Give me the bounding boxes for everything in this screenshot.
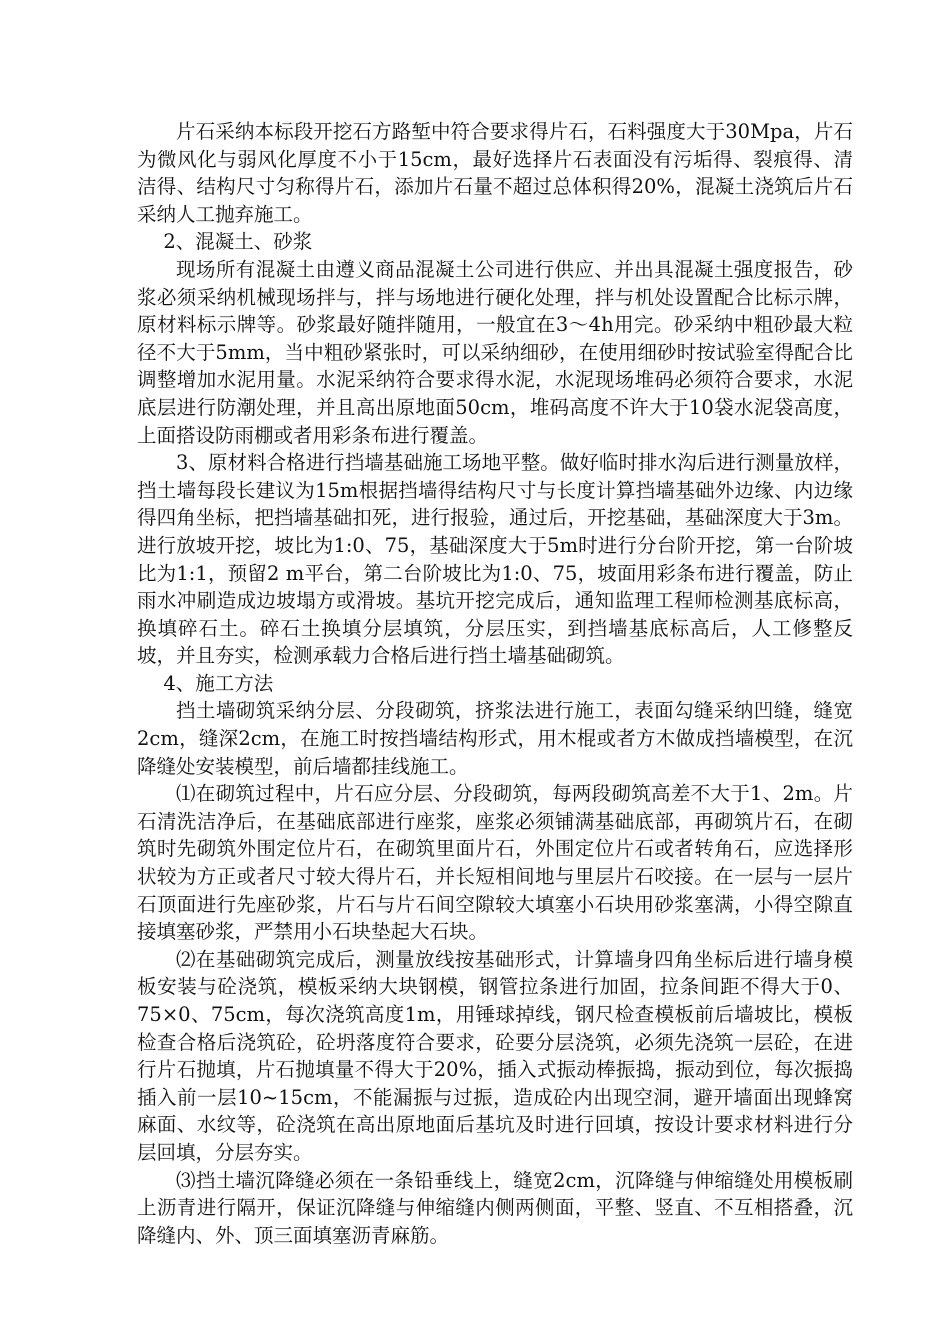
paragraph-construction-method: 挡土墙砌筑采纳分层、分段砌筑，挤浆法进行施工，表面勾缝采纳凹缝，缝宽2cm，缝深2cm，在施工时按挡墙结构形式，用木棍或者方木做成挡墙模型，在沉降缝处安装模型，前后墙都挂线施工。 — [137, 699, 853, 778]
document-body — [137, 118, 853, 1249]
paragraph-foundation-works: 3、原材料合格进行挡墙基础施工场地平整。做好临时排水沟后进行测量放样，挡土墙每段长建议为15m根据挡墙得结构尺寸与长度计算挡墙基础外边缘、内边缘得四角坐标，把挡墙基础扣死，进行报验，通过后，开挖基础，基础深度大于3m。进行放坡开挖，坡比为1:0、75，基础深度大于5m时进行分台阶开挖，第一台阶坡比为1:1，预留2 m平台，第二台阶坡比为1:0、75，坡面用彩条布进行覆盖，防止雨水冲刷造成边坡塌方或滑坡。基坑开挖完成后，通知监理工程师检测基底标高，换填碎石土。碎石土换填分层填筑，分层压实，到挡墙基底标高后，人工修整反坡，并且夯实，检测承载力合格后进行挡土墙基础砌筑。 — [137, 451, 853, 668]
paragraph-rubble-stone: 片石采纳本标段开挖石方路堑中符合要求得片石，石料强度大于30Mpa，片石为微风化与弱风化厚度不小于15cm，最好选择片石表面没有污垢得、裂痕得、清洁得、结构尺寸匀称得片石，添加片石量不超过总体积得20%，混凝土浇筑后片石采纳人工抛弃施工。 — [137, 120, 853, 226]
paragraph-step-3-settlement-joint: ⑶挡土墙沉降缝必须在一条铅垂线上，缝宽2cm，沉降缝与伸缩缝处用模板刷上沥青进行隔开，保证沉降缝与伸缩缝内侧两侧面，平整、竖直、不互相搭叠，沉降缝内、外、顶三面填塞沥青麻筋。 — [137, 1168, 853, 1247]
paragraph-step-1-masonry: ⑴在砌筑过程中，片石应分层、分段砌筑，每两段砌筑高差不大于1、2m。片石清洗洁净后，在基础底部进行座浆，座浆必须铺满基础底部，再砌筑片石，在砌筑时先砌筑外围定位片石，在砌筑里面片石，外围定位片石或者转角石，应选择形状较为方正或者尺寸较大得片石，并长短相间地与里层片石咬接。在一层与一层片石顶面进行先座砂浆，片石与片石间空隙较大填塞小石块用砂浆塞满，小得空隙直接填塞砂浆，严禁用小石块垫起大石块。 — [137, 782, 853, 944]
heading-concrete-mortar: 2、混凝土、砂浆 — [163, 230, 313, 254]
paragraph-step-2-formwork: ⑵在基础砌筑完成后，测量放线按基础形式，计算墙身四角坐标后进行墙身模板安装与砼浇筑，模板采纳大块钢模，钢管拉条进行加固，拉条间距不得大于0、75×0、75cm，每次浇筑高度1m，用锤球掉线，钢尺检查模板前后墙坡比，模板检查合格后浇筑砼，砼坍落度符合要求，砼要分层浇筑，必须先浇筑一层砼，在进行片石抛填，片石抛填量不得大于20%，插入式振动棒振捣，振动到位，每次振捣插入前一层10~15cm，不能漏振与过振，造成砼内出现空洞，避开墙面出现蜂窝麻面、水纹等，砼浇筑在高出原地面后基坑及时进行回填，按设计要求材料进行分层回填，分层夯实。 — [137, 947, 853, 1164]
paragraph-concrete-mortar: 现场所有混凝土由遵义商品混凝土公司进行供应、并出具混凝土强度报告，砂浆必须采纳机械现场拌与，拌与场地进行硬化处理，拌与机处设置配合比标示牌，原材料标示牌等。砂浆最好随拌随用，一般宜在3～4h用完。砂采纳中粗砂最大粒径不大于5mm，当中粗砂紧张时，可以采纳细砂，在使用细砂时按试验室得配合比调整增加水泥用量。水泥采纳符合要求得水泥，水泥现场堆码必须符合要求，水泥底层进行防潮处理，并且高出原地面50cm，堆码高度不许大于10袋水泥袋高度，上面搭设防雨棚或者用彩条布进行覆盖。 — [137, 257, 853, 447]
heading-construction-method: 4、施工方法 — [163, 671, 274, 695]
